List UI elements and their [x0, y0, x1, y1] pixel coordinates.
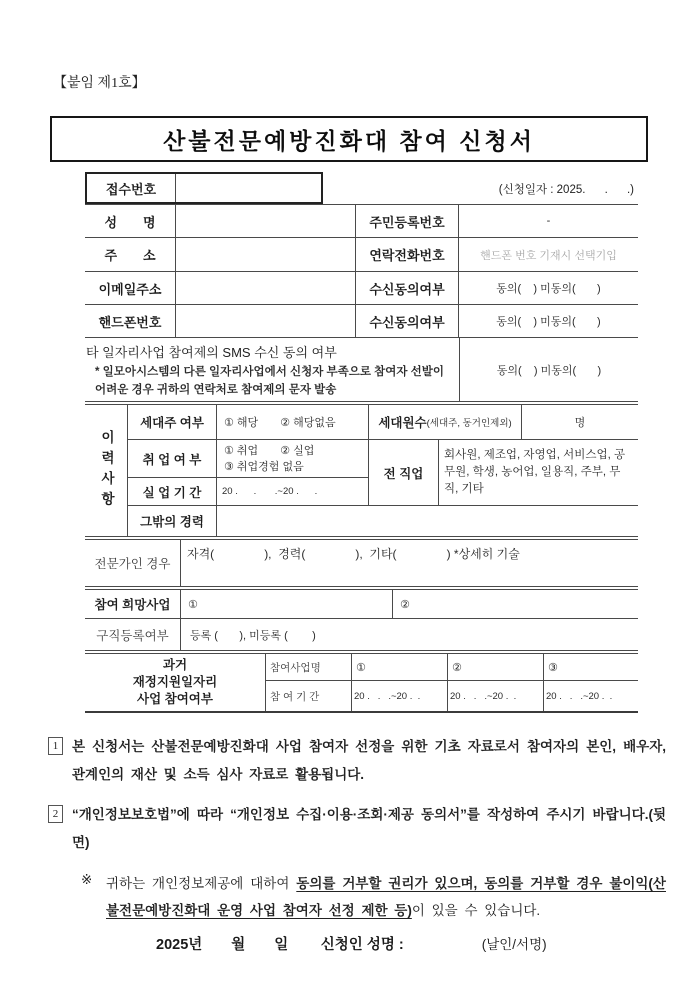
unemployment-row: [128, 477, 368, 505]
past-program-1: ①: [351, 654, 447, 680]
email-row: [85, 272, 638, 305]
email-consent-label: 수신동의여부: [355, 272, 458, 304]
desired-program-option2: ②: [392, 590, 638, 618]
mobile-field: [175, 305, 355, 337]
address-field: [175, 238, 355, 271]
address-row: [85, 238, 638, 272]
past-program-name-label: 참여사업명: [270, 661, 321, 674]
other-career-row: [128, 505, 638, 536]
footnote-2-marker: 2: [48, 805, 63, 823]
resident-id-field: -: [458, 205, 638, 237]
past-program-3: ③: [543, 654, 638, 680]
sms-consent-title: 타 일자리사업 참여제의 SMS 수신 동의 여부: [86, 345, 337, 360]
desired-program-row: [85, 590, 638, 619]
footnote-2-text: “개인정보보호법”에 따라 “개인정보 수집·이용·조회·제공 동의서”를 작성하여 주시기 바랍니다.(뒷면): [72, 807, 666, 851]
application-table: [85, 172, 638, 713]
householder-options: ① 해당 ② 해당없음: [216, 405, 368, 439]
form-title: 산불전문예방진화대 참여 신청서: [163, 127, 535, 154]
past-period-3: 20 . . .~20 . .: [543, 681, 638, 711]
receipt-number-label: 접수번호: [105, 181, 157, 197]
footnotes-section: [48, 733, 666, 954]
past-label-line2: 재정지원일자리: [132, 675, 218, 690]
employment-label: 취 업 여 부: [142, 452, 202, 467]
previous-job-options: [438, 440, 638, 505]
privacy-note-marker: ※: [81, 871, 93, 887]
privacy-note-suffix: 이 있을 수 있습니다.: [411, 903, 541, 919]
householder-row: [128, 405, 638, 439]
past-period-label: 참 여 기 간: [270, 690, 320, 703]
previous-job-label: 전 직업: [368, 440, 438, 505]
email-field: [175, 272, 355, 304]
past-program-name-row: [266, 654, 638, 681]
contact-phone-placeholder: 핸드폰 번호 기재시 선택기입: [458, 238, 638, 271]
receipt-number-box: [85, 172, 323, 204]
email-label: 이메일주소: [98, 281, 162, 297]
past-participation-section: [85, 654, 638, 713]
employment-row: [128, 440, 368, 477]
household-size-label: [368, 405, 521, 439]
attachment-number-label: 【붙임 제1호】: [53, 76, 146, 91]
unemployment-label: 실 업 기 간: [142, 485, 202, 500]
name-field: [175, 205, 355, 237]
employment-options-line2: ③ 취업경험 없음: [224, 460, 304, 473]
sms-consent-row: [85, 338, 638, 401]
contact-phone-label: 연락전화번호: [355, 238, 458, 271]
sms-consent-options: 동의( ) 미동의( ): [459, 338, 638, 401]
name-row: [85, 205, 638, 238]
expert-label: 전문가인 경우: [94, 557, 171, 571]
household-size-unit: 명: [521, 405, 638, 439]
privacy-note: [81, 870, 666, 925]
history-section: [85, 405, 638, 536]
name-label: 성 명: [104, 214, 156, 230]
signature-date: 2025년 월 일: [156, 937, 289, 954]
resident-id-label: 주민등록번호: [355, 205, 458, 237]
desired-program-option1: ①: [180, 590, 392, 618]
footnote-1: [48, 733, 666, 788]
signature-seal-note: (날인/서명): [481, 937, 547, 953]
sms-consent-note: * 일모아시스템의 다른 일자리사업에서 신청자 부족으로 참여자 선발이 어려운 경우 귀하의 연락처로 참여제의 문자 발송: [95, 366, 444, 396]
past-label-line1: 과거: [162, 658, 188, 673]
past-period-row: [266, 681, 638, 711]
desired-program-label: 참여 희망사업: [94, 598, 171, 612]
expert-detail-field: 자격( ), 경력( ), 기타( ) *상세히 기술: [180, 540, 638, 586]
mobile-label: 핸드폰번호: [98, 314, 162, 330]
footnote-1-text: 본 신청서는 산불전문예방진화대 사업 참여자 선정을 위한 기초 자료로서 참여자의 본인, 배우자, 관계인의 재산 및 소득 심사 자료로 활용됩니다.: [72, 739, 666, 782]
previous-job-options-text: 회사원, 제조업, 자영업, 서비스업, 공무원, 학생, 농어업, 일용직, 주부, 무직, 기타: [444, 448, 626, 496]
privacy-note-prefix: 귀하는 개인정보제공에 대하여: [106, 875, 297, 891]
address-label: 주 소: [104, 248, 156, 263]
expert-row: [85, 540, 638, 586]
history-section-label: [85, 405, 127, 536]
past-period-2: 20 . . .~20 . .: [447, 681, 543, 711]
past-period-1: 20 . . .~20 . .: [351, 681, 447, 711]
job-registration-row: [85, 619, 638, 650]
footnote-2: [48, 801, 666, 856]
receipt-row: [85, 172, 638, 205]
household-size-label-main: 세대원수: [378, 416, 427, 430]
mobile-row: [85, 305, 638, 338]
mobile-consent-options: 동의( ) 미동의( ): [458, 305, 638, 337]
employment-options-line1: ① 취업 ② 실업: [224, 445, 315, 457]
job-registration-options: 등록 ( ), 미등록 ( ): [180, 619, 638, 650]
signature-applicant-label: 신청인 성명 :: [306, 937, 404, 954]
privacy-note-emphasized: 동의를 거부할 권리가 있으며, 동의를 거부할 경우 불이익(산불전문예방진화대 운영 사업 참여자 선정 제한 등): [106, 875, 666, 919]
application-date-note: (신청일자 : 2025. . .): [498, 184, 634, 196]
past-program-2: ②: [447, 654, 543, 680]
past-label-line3: 사업 참여여부: [137, 691, 213, 706]
other-career-field: [216, 506, 638, 536]
household-size-label-sub: (세대주, 동거인제외): [426, 418, 512, 429]
other-career-label: 그밖의 경력: [140, 515, 204, 529]
employment-block: [128, 439, 638, 505]
job-registration-label: 구직등록여부: [96, 628, 169, 643]
email-consent-options: 동의( ) 미동의( ): [458, 272, 638, 304]
signature-line: [156, 933, 666, 954]
footnote-1-marker: 1: [48, 737, 63, 755]
mobile-consent-label: 수신동의여부: [355, 305, 458, 337]
history-section-label-text: 이력사항: [99, 429, 114, 512]
unemployment-period-field: 20 . . .~20 . .: [216, 478, 368, 505]
householder-label: 세대주 여부: [140, 416, 204, 430]
form-title-box: [50, 116, 648, 162]
receipt-number-field: [175, 174, 321, 202]
